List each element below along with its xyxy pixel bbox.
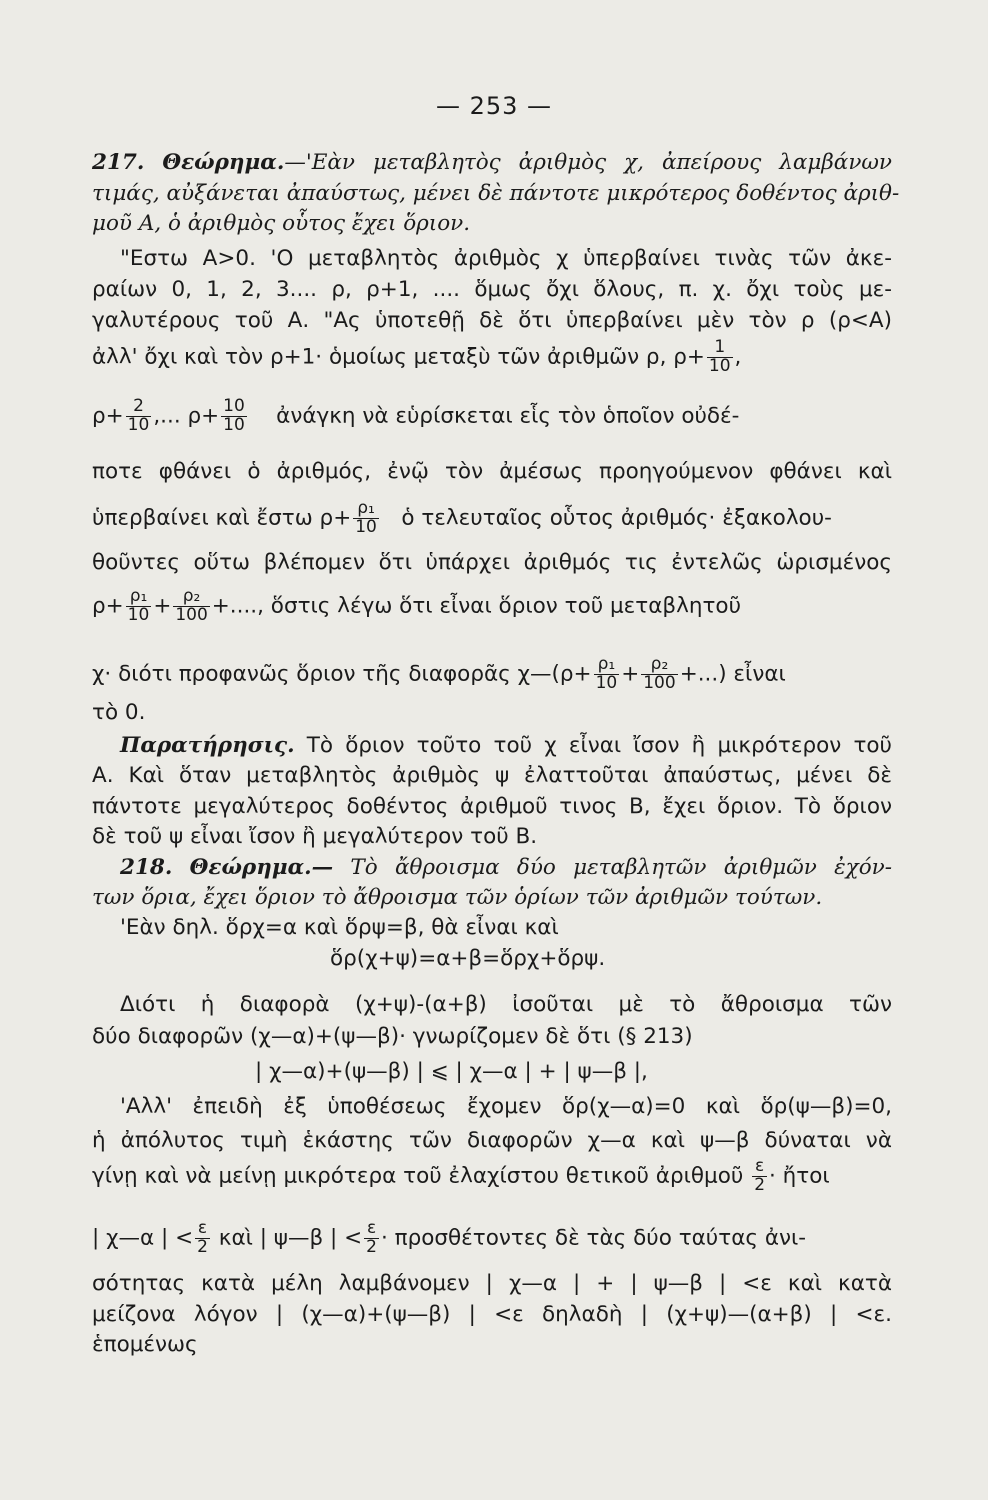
proof-line-4: ἀλλ' ὄχι καὶ τὸν ρ+1· ὁμοίως μεταξὺ τῶν ἀριθμῶν ρ, ρ+ $\frac{1}{10}$ , [92,337,742,376]
theorem-217-line-1: 217. Θεώρημα.—'Εὰν μεταβλητὸς ἀριθμὸς χ, ἀπείρους λαμβάνων [92,150,892,175]
fraction: $\frac{\varepsilon}{2}$ [366,1218,377,1257]
page-number: — 253 — [435,92,553,120]
fraction: $\frac{2}{10}$ [127,396,150,435]
proof-218-line-9: μείζονα λόγον | (χ—α)+(ψ—β) | <ε δηλαδὴ | (χ+ψ)—(α+β) | <ε. [92,1302,892,1327]
proof-218-line-8: σότητας κατὰ μέλη λαμβάνομεν | χ—α | + | ψ—β | <ε καὶ κατὰ [92,1271,892,1296]
fraction: $\frac{\varepsilon}{2}$ [197,1218,208,1257]
remark-line-1: Παρατήρησις. Τὸ ὅριον τοῦτο τοῦ χ εἶναι ἴσον ἢ μικρότερον τοῦ [120,733,892,758]
fraction: $\frac{\text{ρ₂}}{100}$ [643,654,676,693]
fraction: $\frac{1}{10}$ [708,337,731,376]
remark-line-3: πάντοτε μεγαλύτερος δοθέντος ἀριθμοῦ τινος Β, ἔχει ὅριον. Τὸ ὅριον [92,794,892,819]
theorem-217-line-3: μοῦ Α, ὁ ἀριθμὸς οὗτος ἔχει ὅριον. [92,211,471,236]
proof-218-line-4: 'Αλλ' ἐπειδὴ ἐξ ὑποθέσεως ἔχομεν ὅρ(χ—α)=0 καὶ ὅρ(ψ—β)=0, [120,1094,892,1119]
remark-line-4: δὲ τοῦ ψ εἶναι ἴσον ἢ μεγαλύτερον τοῦ Β. [92,824,538,849]
fraction: $\frac{\text{ρ₁}}{10}$ [127,586,150,625]
fraction: $\frac{\text{ρ₁}}{10}$ [595,654,618,693]
proof-line-2: ραίων 0, 1, 2, 3.... ρ, ρ+1, .... ὅμως ὄχι ὅλους, π. χ. ὄχι τοὺς με- [92,277,892,302]
proof-line-8: θοῦντες οὕτω βλέπομεν ὅτι ὑπάρχει ἀριθμός τις ἐντελῶς ὡρισμένος [92,550,892,575]
fraction: $\frac{10}{10}$ [223,396,245,435]
proof-line-5: ρ+ $\frac{2}{10}$ ,... ρ+ $\frac{10}{10}$ ἀνάγκη νὰ εὑρίσκεται εἷς τὸν ὁποῖον οὐδέ- [92,396,740,435]
proof-218-line-2: Διότι ἡ διαφορὰ (χ+ψ)-(α+β) ἰσοῦται μὲ τὸ ἄθροισμα τῶν [120,992,892,1017]
proof-218-line-10: ἑπομένως [92,1332,198,1357]
proof-218-line-3: δύο διαφορῶν (χ—α)+(ψ—β)· γνωρίζομεν δὲ ὅτι (§ 213) [92,1024,693,1049]
proof-218-line-5: ἡ ἀπόλυτος τιμὴ ἑκάστης τῶν διαφορῶν χ—α καὶ ψ—β δύναται νὰ [92,1128,892,1153]
proof-line-3: γαλυτέρους τοῦ Α. "Ας ὑποτεθῇ δὲ ὅτι ὑπερβαίνει μὲν τὸν ρ (ρ<Α) [92,308,892,333]
remark-line-2: Α. Καὶ ὅταν μεταβλητὸς ἀριθμὸς ψ ἐλαττοῦται ἀπαύστως, μένει δὲ [92,763,892,788]
proof-line-6: ποτε φθάνει ὁ ἀριθμός, ἐνῷ τὸν ἀμέσως προηγούμενον φθάνει καὶ [92,459,892,484]
proof-line-9: ρ+ $\frac{\text{ρ₁}}{10}$ + $\frac{\text{ρ₂}}{100}$ +...., ὅστις λέγω ὅτι εἶναι ὅριον τοῦ μεταβλητοῦ [92,586,742,625]
fraction: $\frac{\text{ρ₁}}{10}$ [355,498,377,537]
proof-218-formula-2: | χ—α)+(ψ—β) | ⩽ | χ—α | + | ψ—β |, [255,1059,648,1084]
proof-line-1: "Εστω Α>0. 'Ο μεταβλητὸς ἀριθμὸς χ ὑπερβαίνει τινὰς τῶν ἀκε- [120,246,892,271]
theorem-218-line-1: 218. Θεώρημα.— Τὸ ἄθροισμα δύο μεταβλητῶν ἀριθμῶν ἐχόν- [120,855,892,880]
fraction: $\frac{\text{ρ₂}}{100}$ [175,586,208,625]
theorem-218-line-2: των ὅρια, ἔχει ὅριον τὸ ἄθροισμα τῶν ὁρίων τῶν ἀριθμῶν τούτων. [92,885,823,910]
proof-line-11: τὸ 0. [92,700,146,725]
theorem-217-line-2: τιμάς, αὐξάνεται ἀπαύστως, μένει δὲ πάντοτε μικρότερος δοθέντος ἀριθ- [92,181,900,206]
proof-218-line-1: 'Εὰν δηλ. ὅρχ=α καὶ ὅρψ=β, θὰ εἶναι καὶ [120,915,559,940]
proof-line-7: ὑπερβαίνει καὶ ἔστω ρ+ $\frac{\text{ρ₁}}{10}$ ὁ τελευταῖος οὗτος ἀριθμός· ἐξακολου- [92,498,832,537]
proof-218-formula-1: ὅρ(χ+ψ)=α+β=ὅρχ+ὅρψ. [330,946,606,971]
proof-218-line-6: γίνῃ καὶ νὰ μείνῃ μικρότερα τοῦ ἐλαχίστου θετικοῦ ἀριθμοῦ $\frac{\varepsilon}{2}$ · ἤτοι [92,1156,830,1195]
proof-line-10: χ· διότι προφανῶς ὅριον τῆς διαφορᾶς χ—(ρ+ $\frac{\text{ρ₁}}{10}$ + $\frac{\text{ρ₂}}{100}$ +...) εἶναι [92,654,786,693]
proof-218-line-7: | χ—α | < $\frac{\varepsilon}{2}$ καὶ | ψ—β | < $\frac{\varepsilon}{2}$ · προσθέτοντες δὲ τὰς δύο ταύτας ἀνι- [92,1218,807,1257]
fraction: $\frac{\varepsilon}{2}$ [754,1156,766,1195]
